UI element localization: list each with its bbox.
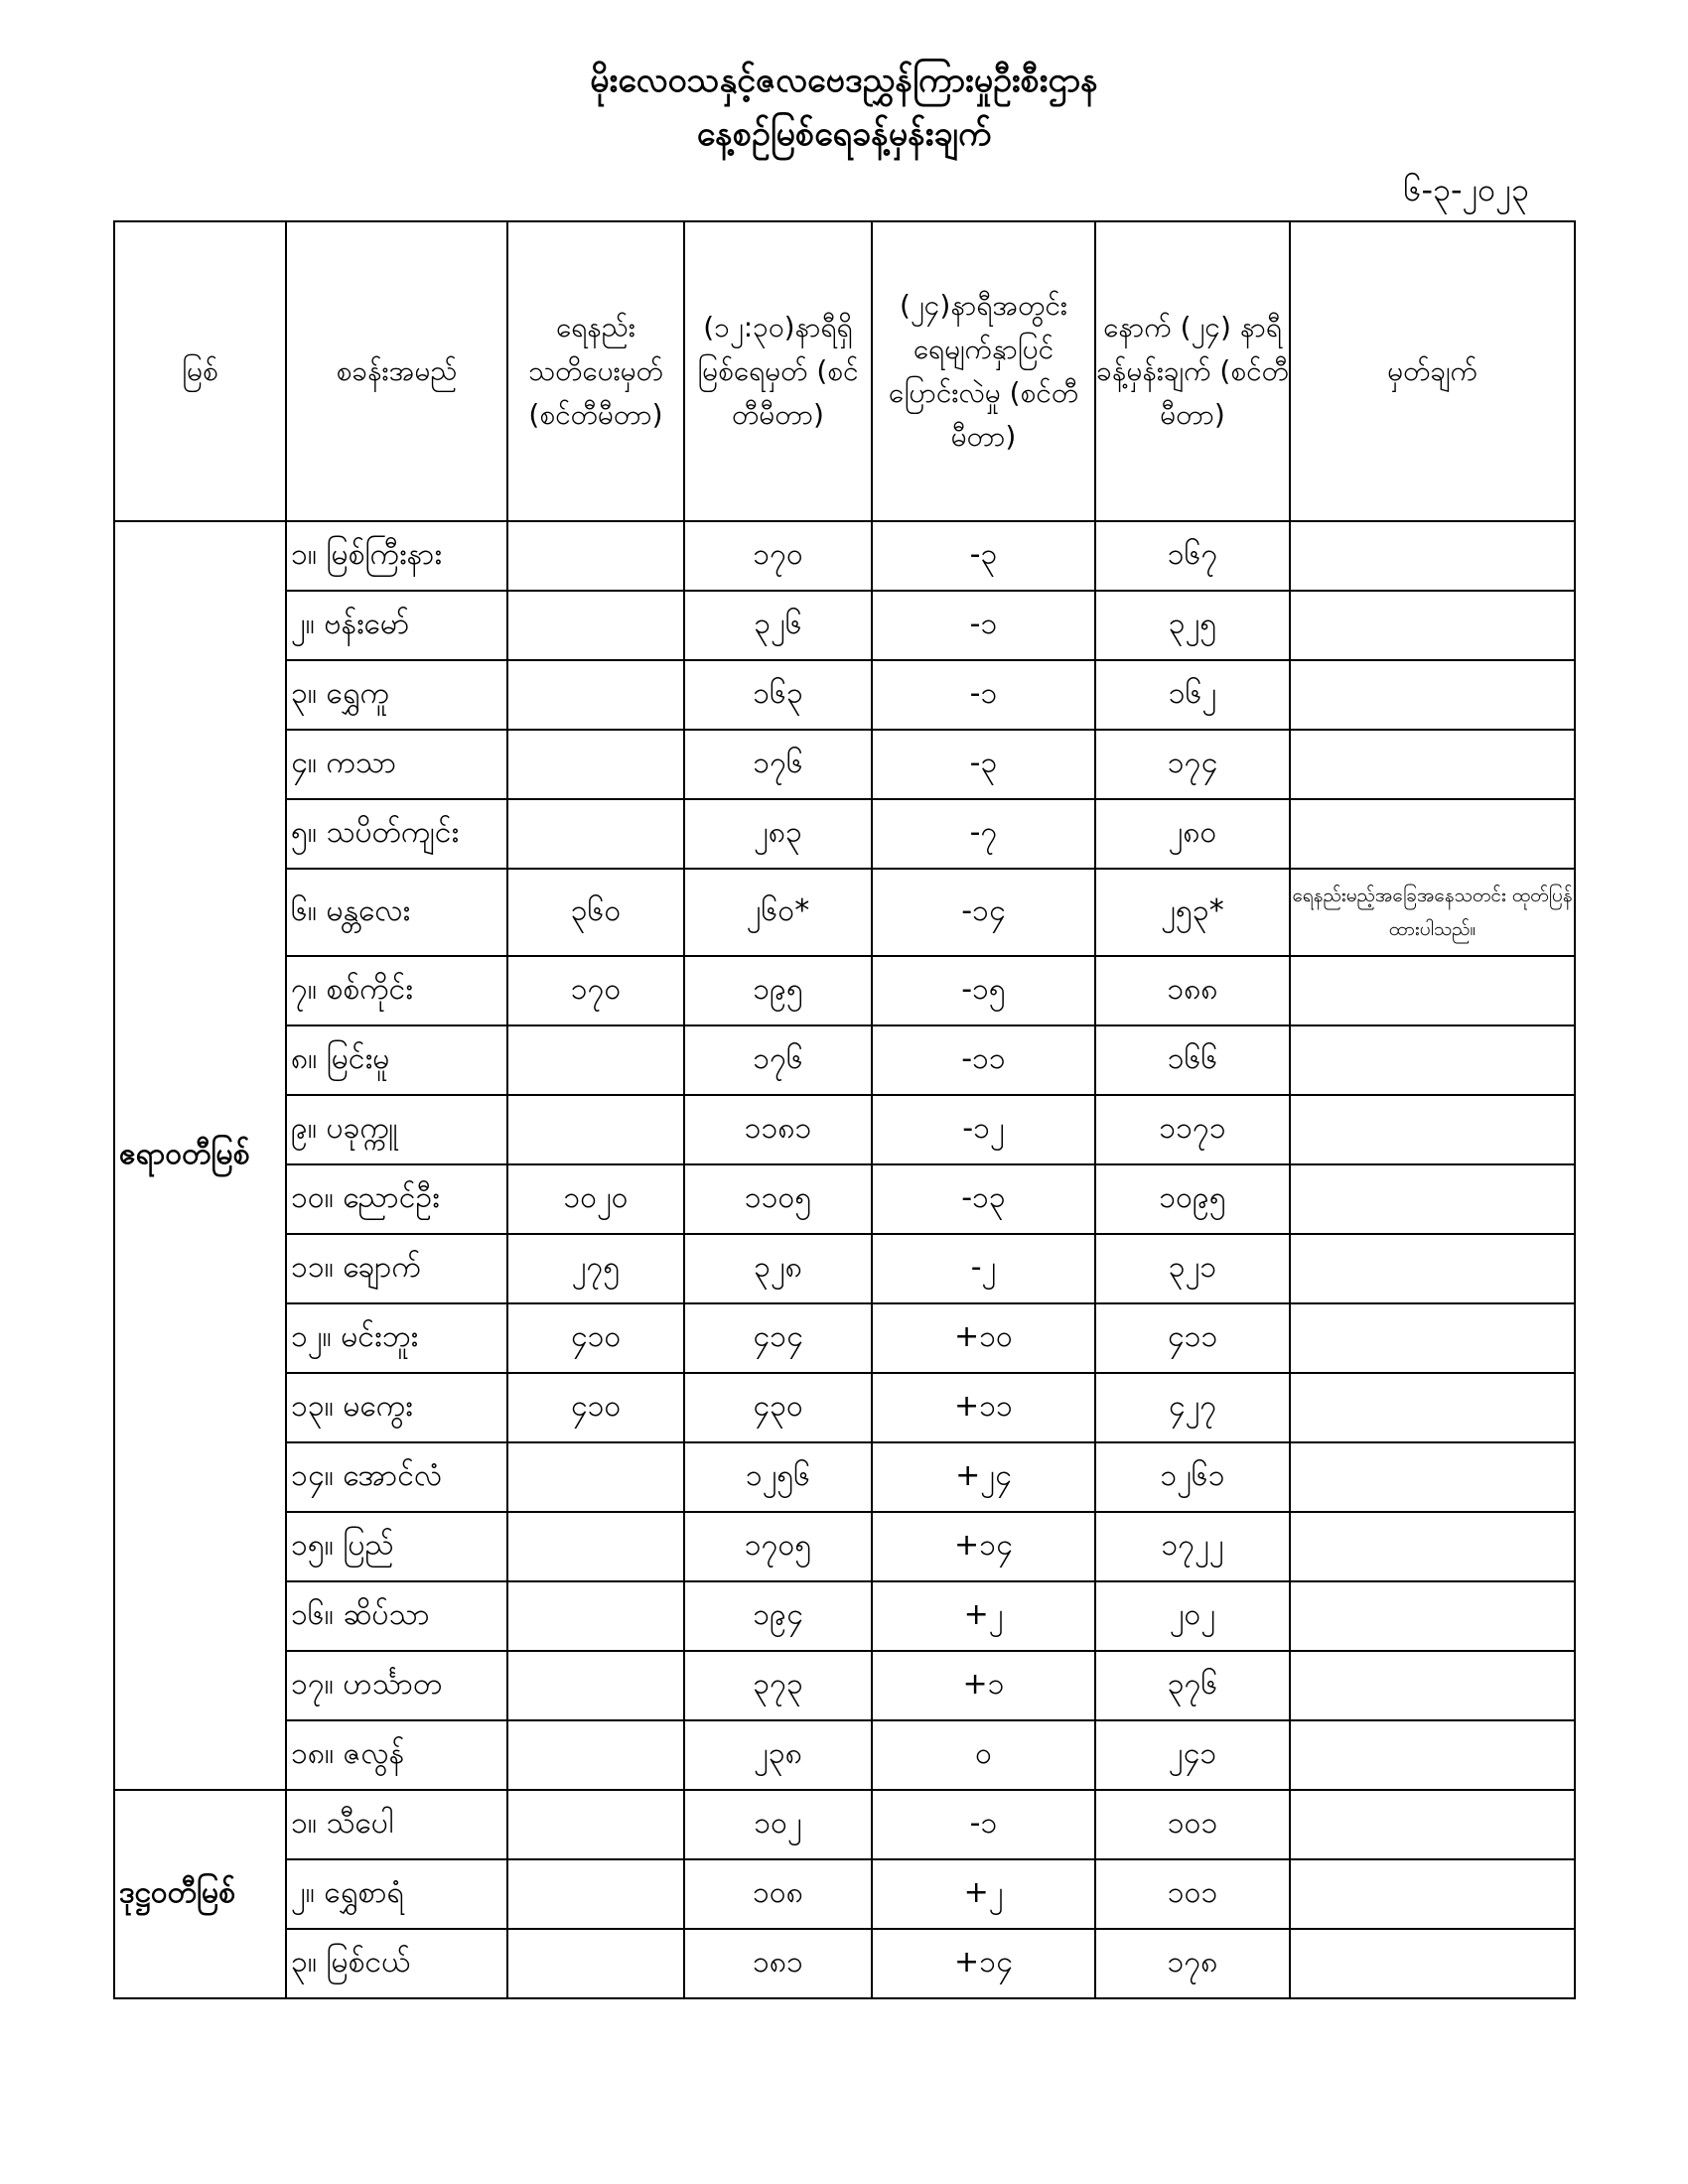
change-cell: -၂	[872, 1234, 1095, 1303]
col-header-river: မြစ်	[114, 221, 286, 521]
river-forecast-table	[113, 220, 1576, 1999]
change-cell: +၁၄	[872, 1929, 1095, 1998]
water-level-cell: ၁၇၆	[684, 1025, 872, 1095]
station-cell: ၁၇။ ဟင်္သာတ	[286, 1651, 507, 1720]
forecast-cell: ၁၀၁	[1095, 1790, 1290, 1859]
warning-level-cell	[507, 1651, 684, 1720]
station-cell: ၈။ မြင်းမူ	[286, 1025, 507, 1095]
water-level-cell: ၁၇၆	[684, 730, 872, 799]
forecast-cell: ၁၀၉၅	[1095, 1164, 1290, 1234]
water-level-cell: ၄၃၀	[684, 1373, 872, 1442]
forecast-cell: ၁၁၇၁	[1095, 1095, 1290, 1164]
remark-cell	[1290, 1512, 1575, 1581]
forecast-cell: ၄၂၇	[1095, 1373, 1290, 1442]
station-cell: ၁၈။ ဇလွန်	[286, 1720, 507, 1790]
remark-cell	[1290, 1164, 1575, 1234]
forecast-cell: ၁၇၂၂	[1095, 1512, 1290, 1581]
remark-cell	[1290, 1025, 1575, 1095]
water-level-cell: ၁၉၄	[684, 1581, 872, 1651]
forecast-cell: ၁၆၆	[1095, 1025, 1290, 1095]
warning-level-cell	[507, 1720, 684, 1790]
remark-cell	[1290, 1720, 1575, 1790]
change-cell: +၂	[872, 1859, 1095, 1929]
warning-level-cell	[507, 1929, 684, 1998]
col-header-station: စခန်းအမည်	[286, 221, 507, 521]
change-cell: -၁၅	[872, 956, 1095, 1025]
title-line-2: နေ့စဉ်မြစ်ရေခန့်မှန်းချက်	[696, 114, 992, 154]
change-cell: +၂	[872, 1581, 1095, 1651]
remark-cell	[1290, 521, 1575, 591]
forecast-cell: ၃၇၆	[1095, 1651, 1290, 1720]
forecast-cell: ၂၄၁	[1095, 1720, 1290, 1790]
water-level-cell: ၂၆၀*	[684, 869, 872, 956]
warning-level-cell: ၃၆၀	[507, 869, 684, 956]
forecast-cell: ၁၈၈	[1095, 956, 1290, 1025]
col-header-change: (၂၄)နာရီအတွင်း ရေမျက်နှာပြင် ပြောင်းလဲမှု (စင်တီမီတာ)	[872, 221, 1095, 521]
water-level-cell: ၂၈၃	[684, 799, 872, 869]
river-name-cell: ဧရာဝတီမြစ်	[114, 521, 286, 1790]
station-cell: ၁၂။ မင်းဘူး	[286, 1303, 507, 1373]
report-date: ၆-၃-၂၀၂၃	[1403, 171, 1529, 208]
forecast-cell: ၁၀၁	[1095, 1859, 1290, 1929]
warning-level-cell	[507, 1512, 684, 1581]
station-cell: ၃။ ရွှေကူ	[286, 660, 507, 730]
table-row	[114, 1720, 1575, 1790]
warning-level-cell: ၄၁၀	[507, 1303, 684, 1373]
table-row	[114, 1512, 1575, 1581]
forecast-cell: ၁၆၂	[1095, 660, 1290, 730]
forecast-cell: ၁၂၆၁	[1095, 1442, 1290, 1512]
col-header-warning-level: ရေနည်း သတိပေးမှတ် (စင်တီမီတာ)	[507, 221, 684, 521]
water-level-cell: ၁၉၅	[684, 956, 872, 1025]
remark-cell	[1290, 660, 1575, 730]
change-cell: +၂၄	[872, 1442, 1095, 1512]
forecast-cell: ၁၆၇	[1095, 521, 1290, 591]
forecast-cell: ၃၂၁	[1095, 1234, 1290, 1303]
col-header-remark: မှတ်ချက်	[1290, 221, 1575, 521]
table-row	[114, 730, 1575, 799]
remark-cell	[1290, 1373, 1575, 1442]
forecast-cell: ၂၅၃*	[1095, 869, 1290, 956]
remark-cell	[1290, 799, 1575, 869]
warning-level-cell	[507, 799, 684, 869]
table-row	[114, 1581, 1575, 1651]
warning-level-cell: ၁၀၂၀	[507, 1164, 684, 1234]
warning-level-cell	[507, 660, 684, 730]
table-row	[114, 660, 1575, 730]
station-cell: ၁၆။ ဆိပ်သာ	[286, 1581, 507, 1651]
water-level-cell: ၁၂၅၆	[684, 1442, 872, 1512]
warning-level-cell	[507, 1025, 684, 1095]
station-cell: ၁၀။ ညောင်ဦး	[286, 1164, 507, 1234]
station-cell: ၇။ စစ်ကိုင်း	[286, 956, 507, 1025]
change-cell: -၃	[872, 521, 1095, 591]
station-cell: ၁၃။ မကွေး	[286, 1373, 507, 1442]
forecast-cell: ၁၇၈	[1095, 1929, 1290, 1998]
station-cell: ၄။ ကသာ	[286, 730, 507, 799]
change-cell: -၁၂	[872, 1095, 1095, 1164]
warning-level-cell	[507, 1442, 684, 1512]
table-row	[114, 1790, 1575, 1859]
water-level-cell: ၃၂၈	[684, 1234, 872, 1303]
col-header-forecast: နောက် (၂၄) နာရီ ခန့်မှန်းချက် (စင်တီမီတာ)	[1095, 221, 1290, 521]
water-level-cell: ၁၀၈	[684, 1859, 872, 1929]
warning-level-cell	[507, 521, 684, 591]
table-row	[114, 1025, 1575, 1095]
remark-cell	[1290, 730, 1575, 799]
warning-level-cell	[507, 591, 684, 660]
station-cell: ၁၄။ အောင်လံ	[286, 1442, 507, 1512]
change-cell: -၃	[872, 730, 1095, 799]
station-cell: ၉။ ပခုက္ကူ	[286, 1095, 507, 1164]
table-row	[114, 1651, 1575, 1720]
table-row	[114, 1095, 1575, 1164]
remark-cell: ရေနည်းမည့်အခြေအနေသတင်း ထုတ်ပြန်ထားပါသည်။	[1290, 869, 1575, 956]
water-level-cell: ၁၁၀၅	[684, 1164, 872, 1234]
table-row	[114, 799, 1575, 869]
water-level-cell: ၃၇၃	[684, 1651, 872, 1720]
change-cell: -၇	[872, 799, 1095, 869]
change-cell: -၁	[872, 660, 1095, 730]
station-cell: ၆။ မန္တလေး	[286, 869, 507, 956]
warning-level-cell	[507, 1859, 684, 1929]
remark-cell	[1290, 1859, 1575, 1929]
remark-cell	[1290, 591, 1575, 660]
forecast-cell: ၁၇၄	[1095, 730, 1290, 799]
table-row	[114, 1859, 1575, 1929]
change-cell: ၀	[872, 1720, 1095, 1790]
warning-level-cell	[507, 1095, 684, 1164]
table-row	[114, 956, 1575, 1025]
table-row	[114, 1373, 1575, 1442]
station-cell: ၁။ မြစ်ကြီးနား	[286, 521, 507, 591]
warning-level-cell: ၄၁၀	[507, 1373, 684, 1442]
station-cell: ၁၁။ ချောက်	[286, 1234, 507, 1303]
forecast-cell: ၄၁၁	[1095, 1303, 1290, 1373]
warning-level-cell	[507, 730, 684, 799]
table-row	[114, 521, 1575, 591]
station-cell: ၁။ သီပေါ	[286, 1790, 507, 1859]
change-cell: -၁၃	[872, 1164, 1095, 1234]
change-cell: -၁	[872, 1790, 1095, 1859]
remark-cell	[1290, 1234, 1575, 1303]
change-cell: -၁၄	[872, 869, 1095, 956]
river-name-cell: ဒုဋ္ဌဝတီမြစ်	[114, 1790, 286, 1998]
water-level-cell: ၄၁၄	[684, 1303, 872, 1373]
warning-level-cell	[507, 1790, 684, 1859]
remark-cell	[1290, 1303, 1575, 1373]
change-cell: +၁၁	[872, 1373, 1095, 1442]
station-cell: ၂။ ဗန်းမော်	[286, 591, 507, 660]
station-cell: ၅။ သပိတ်ကျင်း	[286, 799, 507, 869]
water-level-cell: ၁၆၃	[684, 660, 872, 730]
forecast-cell: ၃၂၅	[1095, 591, 1290, 660]
warning-level-cell: ၂၇၅	[507, 1234, 684, 1303]
water-level-cell: ၁၈၁	[684, 1929, 872, 1998]
title-line-1: မိုးလေဝသနှင့်ဇလဗေဒညွှန်ကြားမှုဦးစီးဌာန	[590, 61, 1098, 100]
station-cell: ၂။ ရွှေစာရံ	[286, 1859, 507, 1929]
table-row	[114, 1303, 1575, 1373]
remark-cell	[1290, 1442, 1575, 1512]
warning-level-cell	[507, 1581, 684, 1651]
table-row	[114, 1929, 1575, 1998]
remark-cell	[1290, 1929, 1575, 1998]
water-level-cell: ၁၁၈၁	[684, 1095, 872, 1164]
water-level-cell: ၁၇၀	[684, 521, 872, 591]
water-level-cell: ၁၀၂	[684, 1790, 872, 1859]
remark-cell	[1290, 956, 1575, 1025]
forecast-cell: ၂၀၂	[1095, 1581, 1290, 1651]
change-cell: +၁	[872, 1651, 1095, 1720]
water-level-cell: ၁၇၀၅	[684, 1512, 872, 1581]
table-row	[114, 591, 1575, 660]
header-row	[114, 221, 1575, 521]
table-row	[114, 1234, 1575, 1303]
water-level-cell: ၂၃၈	[684, 1720, 872, 1790]
station-cell: ၁၅။ ပြည်	[286, 1512, 507, 1581]
remark-cell	[1290, 1651, 1575, 1720]
col-header-water-level: (၁၂:၃၀)နာရီရှိ မြစ်ရေမှတ် (စင်တီမီတာ)	[684, 221, 872, 521]
change-cell: +၁၀	[872, 1303, 1095, 1373]
remark-cell	[1290, 1790, 1575, 1859]
remark-cell	[1290, 1095, 1575, 1164]
remark-cell	[1290, 1581, 1575, 1651]
warning-level-cell: ၁၇၀	[507, 956, 684, 1025]
forecast-cell: ၂၈၀	[1095, 799, 1290, 869]
station-cell: ၃။ မြစ်ငယ်	[286, 1929, 507, 1998]
change-cell: +၁၄	[872, 1512, 1095, 1581]
table-row	[114, 1442, 1575, 1512]
table-row	[114, 1164, 1575, 1234]
change-cell: -၁	[872, 591, 1095, 660]
water-level-cell: ၃၂၆	[684, 591, 872, 660]
change-cell: -၁၁	[872, 1025, 1095, 1095]
table-row	[114, 869, 1575, 956]
